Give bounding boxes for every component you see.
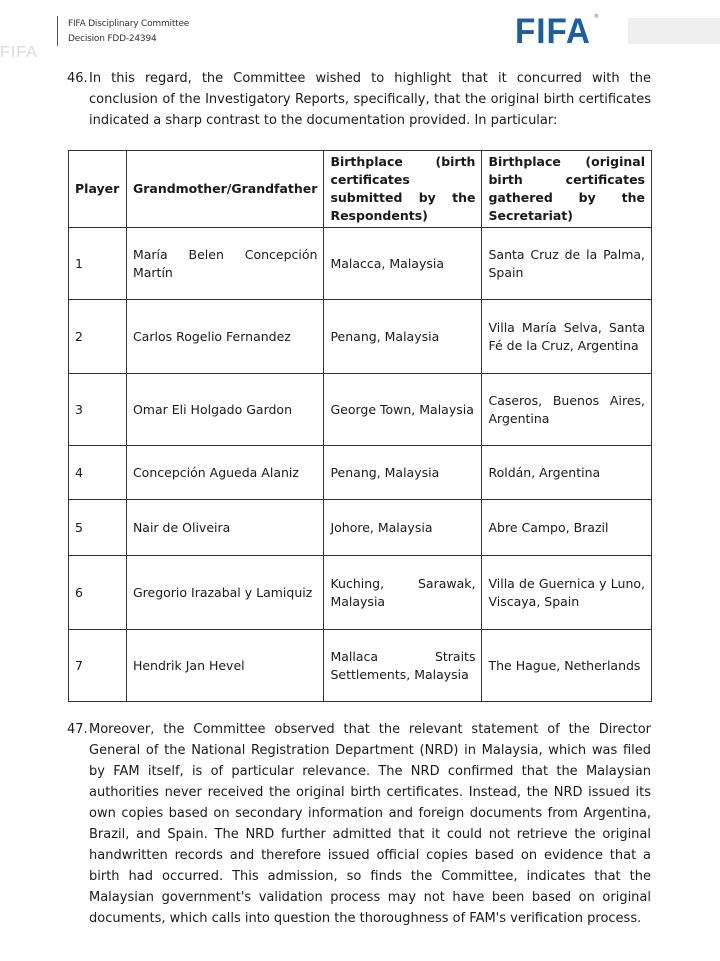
header-birthplace-submitted: Birthplace (birth certificates submitted by the Respondents) bbox=[324, 151, 482, 228]
cell-player: 3 bbox=[69, 374, 127, 446]
cell-relative: Carlos Rogelio Fernandez bbox=[126, 300, 324, 374]
cell-original: Roldán, Argentina bbox=[482, 446, 652, 500]
fifa-logo: FIFA bbox=[515, 12, 591, 51]
paragraph-text: In this regard, the Committee wished to highlight that it concurred with the conclusion of the Investigatory Reports, specifically, that the original birth certificates indicated a sharp contrast to the documentation provided. In particular: bbox=[89, 71, 651, 128]
cell-submitted: Mallaca Straits Settlements, Malaysia bbox=[324, 630, 482, 702]
header-player: Player bbox=[69, 151, 127, 228]
cell-player: 6 bbox=[69, 556, 127, 630]
header-birthplace-original: Birthplace (original birth certificates gathered by the Secretariat) bbox=[482, 151, 652, 228]
cell-original: Santa Cruz de la Palma, Spain bbox=[482, 228, 652, 300]
cell-submitted: Malacca, Malaysia bbox=[324, 228, 482, 300]
birthplace-comparison-table bbox=[68, 150, 652, 702]
table-header-row bbox=[69, 151, 652, 228]
paragraph-47 bbox=[67, 719, 651, 929]
cell-player: 4 bbox=[69, 446, 127, 500]
cell-relative: Omar Eli Holgado Gardon bbox=[126, 374, 324, 446]
header-organization: FIFA Disciplinary Committee bbox=[68, 19, 190, 29]
fifa-watermark: FIFA bbox=[0, 44, 38, 61]
header-decision-number: Decision FDD-24394 bbox=[68, 34, 157, 44]
cell-relative: Gregorio Irazabal y Lamiquiz bbox=[126, 556, 324, 630]
cell-original: The Hague, Netherlands bbox=[482, 630, 652, 702]
cell-player: 1 bbox=[69, 228, 127, 300]
header-divider bbox=[57, 16, 58, 46]
cell-relative: Concepción Agueda Alaniz bbox=[126, 446, 324, 500]
cell-original: Villa María Selva, Santa Fé de la Cruz, Argentina bbox=[482, 300, 652, 374]
cell-original: Caseros, Buenos Aires, Argentina bbox=[482, 374, 652, 446]
header-gray-block bbox=[628, 18, 720, 44]
paragraph-text: Moreover, the Committee observed that the relevant statement of the Director General of the National Registration Department (NRD) in Malaysia, which was filed by FAM itself, is of particular relevance. The NRD confirmed that the Malaysian authorities never received the original birth certificates. Instead, the NRD issued its own copies based on secondary information and foreign documents from Argentina, Brazil, and Spain. The NRD further admitted that it could not retrieve the original handwritten records and therefore issued official copies based on evidence that a birth had occurred. This admission, so finds the Committee, indicates that the Malaysian government's validation process may not have been based on original documents, which calls into question the thoroughness of FAM's verification process. bbox=[89, 722, 651, 926]
cell-player: 2 bbox=[69, 300, 127, 374]
registered-mark-icon: ® bbox=[594, 14, 599, 20]
paragraph-number: 47. bbox=[67, 722, 88, 737]
cell-submitted: George Town, Malaysia bbox=[324, 374, 482, 446]
table-row bbox=[69, 374, 652, 446]
table-row bbox=[69, 228, 652, 300]
table-row bbox=[69, 446, 652, 500]
cell-relative: Hendrik Jan Hevel bbox=[126, 630, 324, 702]
cell-relative: Nair de Oliveira bbox=[126, 500, 324, 556]
table-row bbox=[69, 500, 652, 556]
cell-submitted: Johore, Malaysia bbox=[324, 500, 482, 556]
cell-player: 5 bbox=[69, 500, 127, 556]
cell-original: Abre Campo, Brazil bbox=[482, 500, 652, 556]
table-row bbox=[69, 556, 652, 630]
cell-submitted: Penang, Malaysia bbox=[324, 446, 482, 500]
cell-submitted: Penang, Malaysia bbox=[324, 300, 482, 374]
paragraph-46 bbox=[67, 68, 651, 131]
paragraph-number: 46. bbox=[67, 71, 88, 86]
header-grandparent: Grandmother/Grandfather bbox=[126, 151, 324, 228]
table-row bbox=[69, 630, 652, 702]
table-row bbox=[69, 300, 652, 374]
cell-original: Villa de Guernica y Luno, Viscaya, Spain bbox=[482, 556, 652, 630]
cell-submitted: Kuching, Sarawak, Malaysia bbox=[324, 556, 482, 630]
cell-relative: María Belen Concepción Martín bbox=[126, 228, 324, 300]
cell-player: 7 bbox=[69, 630, 127, 702]
